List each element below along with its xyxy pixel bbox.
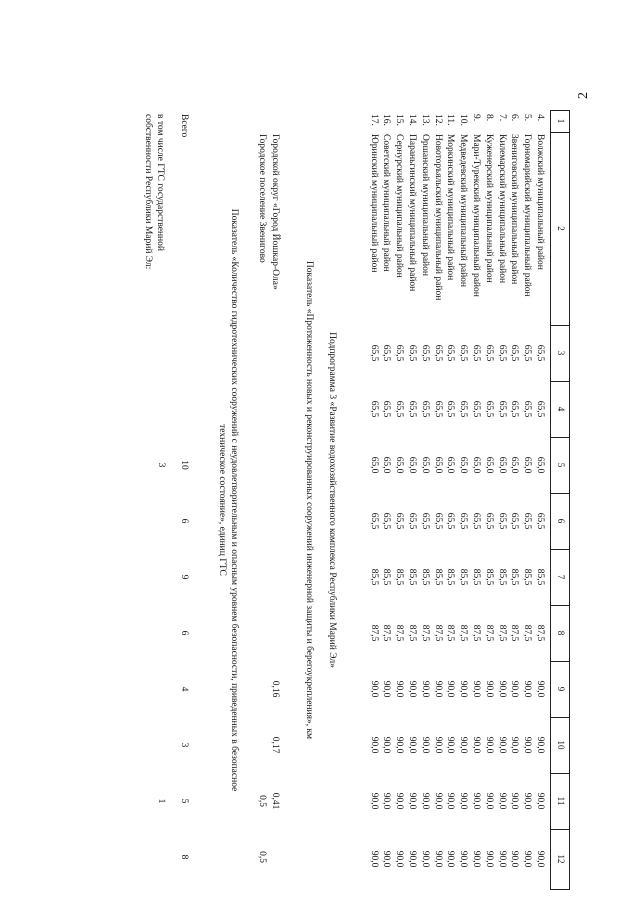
row-label: Юринский муниципальный район — [368, 134, 379, 273]
row-number: 6. — [509, 114, 520, 122]
value-cell: 65,5 — [522, 512, 533, 530]
row-label: Звениговский муниципальный район — [509, 134, 520, 285]
value-cell: 85,5 — [432, 568, 443, 586]
table-row — [177, 110, 190, 890]
value-cell: 90,0 — [471, 736, 481, 754]
value-cell: 90,0 — [458, 680, 469, 698]
value-cell: 65,5 — [419, 512, 430, 530]
row-label: Волжский муниципальный район — [535, 134, 545, 270]
value-cell: 65,5 — [368, 512, 379, 530]
value-cell: 65,5 — [535, 400, 545, 418]
subprogram-title: Подпрограмма 3 «Развитие водохозяйственного комплекса Республики Марий Эл» — [327, 332, 337, 668]
value-cell: 90,0 — [394, 736, 405, 754]
table-row — [469, 110, 482, 890]
value-cell: 65,5 — [432, 512, 443, 530]
value-cell: 65,0 — [483, 456, 494, 474]
value-cell: 65,5 — [432, 344, 443, 362]
value-cell: 65,5 — [368, 344, 379, 362]
row-number: 15. — [394, 114, 405, 126]
value-cell: 65,0 — [394, 456, 405, 474]
value-cell: 65,5 — [458, 400, 469, 418]
value-cell: 90,0 — [368, 792, 379, 810]
value-cell: 85,5 — [445, 568, 456, 586]
value-cell: 65,5 — [419, 344, 430, 362]
row-number: 7. — [496, 114, 507, 122]
row-label: Советский муниципальный район — [381, 134, 392, 272]
value-cell: 85,5 — [509, 568, 520, 586]
value-cell: 6 — [179, 630, 189, 636]
value-cell: 65,5 — [407, 400, 417, 418]
value-cell: 90,0 — [394, 680, 405, 698]
value-cell: 65,5 — [471, 512, 481, 530]
value-cell: 65,0 — [368, 456, 379, 474]
value-cell: 90,0 — [368, 736, 379, 754]
value-cell: 90,0 — [535, 792, 545, 810]
header-cell: 5 — [556, 462, 566, 468]
value-cell: 8 — [179, 854, 189, 860]
value-cell: 90,0 — [432, 850, 443, 868]
row-label: Медведевский муниципальный район — [458, 134, 469, 287]
row-label: Килемарский муниципальный район — [496, 134, 507, 284]
value-cell: 65,5 — [381, 400, 392, 418]
value-cell: 65,5 — [509, 344, 520, 362]
value-cell: 90,0 — [522, 736, 533, 754]
value-cell: 90,0 — [407, 680, 417, 698]
value-cell: 65,5 — [445, 400, 456, 418]
value-cell: 87,5 — [458, 624, 469, 642]
table-row — [495, 110, 508, 890]
value-cell: 65,5 — [483, 344, 494, 362]
row-label: Сернурский муниципальный район — [394, 134, 405, 278]
row-number: 14. — [407, 114, 417, 126]
row-number: 16. — [381, 114, 392, 126]
row-label: Всего — [179, 114, 189, 138]
value-cell: 65,0 — [496, 456, 507, 474]
value-cell: 5 — [179, 798, 189, 804]
value-cell: 87,5 — [381, 624, 392, 642]
row-number: 4. — [535, 114, 545, 122]
table-row — [520, 110, 533, 890]
value-cell: 65,5 — [445, 512, 456, 530]
value-cell: 90,0 — [419, 736, 430, 754]
value-cell: 87,5 — [445, 624, 456, 642]
row-label: Мари-Турекский муниципальный район — [471, 134, 481, 297]
row-number: 11. — [445, 114, 456, 126]
value-cell: 65,5 — [535, 512, 545, 530]
table-row — [392, 110, 405, 890]
value-cell: 85,5 — [381, 568, 392, 586]
table-row — [508, 110, 521, 890]
value-cell: 87,5 — [432, 624, 443, 642]
value-cell: 90,0 — [368, 680, 379, 698]
value-cell: 85,5 — [483, 568, 494, 586]
value-cell: 90,0 — [419, 792, 430, 810]
value-cell: 65,0 — [535, 456, 545, 474]
value-cell: 90,0 — [483, 736, 494, 754]
value-cell: 90,0 — [509, 850, 520, 868]
page-number: 2 — [576, 92, 591, 99]
table-row — [533, 110, 546, 890]
value-cell: 65,5 — [407, 512, 417, 530]
table-row — [456, 110, 469, 890]
value-cell: 65,5 — [432, 400, 443, 418]
value-cell: 90,0 — [394, 850, 405, 868]
value-cell: 65,5 — [509, 400, 520, 418]
value-cell: 90,0 — [535, 680, 545, 698]
value-cell: 65,5 — [483, 400, 494, 418]
value-cell: 90,0 — [458, 850, 469, 868]
value-cell: 90,0 — [381, 680, 392, 698]
value-cell: 65,5 — [496, 344, 507, 362]
header-cell: 4 — [556, 406, 566, 412]
value-cell: 85,5 — [458, 568, 469, 586]
value-cell: 90,0 — [522, 792, 533, 810]
value-cell: 65,0 — [407, 456, 417, 474]
value-cell: 65,5 — [496, 512, 507, 530]
header-cell: 6 — [556, 518, 566, 524]
row-number: 13. — [419, 114, 430, 126]
value-cell: 87,5 — [483, 624, 494, 642]
value-cell: 85,5 — [419, 568, 430, 586]
value-cell: 90,0 — [483, 680, 494, 698]
value-cell: 90,0 — [471, 850, 481, 868]
table-row — [255, 110, 268, 890]
row-label: в том числе ГТС государственной собственности Республики Марий Эл: — [143, 114, 165, 270]
value-cell: 90,0 — [509, 680, 520, 698]
value-cell: 90,0 — [471, 680, 481, 698]
value-cell: 87,5 — [407, 624, 417, 642]
value-cell: 9 — [179, 574, 189, 580]
value-cell: 90,0 — [496, 792, 507, 810]
row-number: 12. — [432, 114, 443, 126]
value-cell: 65,5 — [522, 344, 533, 362]
value-cell: 6 — [179, 518, 189, 524]
value-cell: 90,0 — [381, 736, 392, 754]
value-cell: 65,5 — [458, 512, 469, 530]
value-cell: 90,0 — [419, 850, 430, 868]
value-cell: 3 — [156, 462, 166, 468]
value-cell: 85,5 — [394, 568, 405, 586]
value-cell: 90,0 — [496, 850, 507, 868]
value-cell: 85,5 — [407, 568, 417, 586]
value-cell: 87,5 — [368, 624, 379, 642]
table-row — [431, 110, 444, 890]
table-row — [418, 110, 431, 890]
value-cell: 90,0 — [419, 680, 430, 698]
value-cell: 90,0 — [522, 680, 533, 698]
value-cell: 90,0 — [458, 792, 469, 810]
value-cell: 90,0 — [381, 850, 392, 868]
value-cell: 90,0 — [471, 792, 481, 810]
row-label: Куженерский муниципальный район — [483, 134, 494, 283]
value-cell: 65,0 — [419, 456, 430, 474]
value-cell: 85,5 — [496, 568, 507, 586]
value-cell: 90,0 — [445, 680, 456, 698]
value-cell: 65,5 — [394, 344, 405, 362]
row-label: Городской округ «Город Йошкар-Ола» — [270, 134, 280, 290]
value-cell: 4 — [179, 686, 189, 692]
value-cell: 90,0 — [535, 850, 545, 868]
value-cell: 65,5 — [535, 344, 545, 362]
row-label: Оршанский муниципальный район — [419, 134, 430, 276]
value-cell: 90,0 — [432, 680, 443, 698]
value-cell: 65,5 — [394, 512, 405, 530]
header-cell: 8 — [556, 630, 566, 636]
value-cell: 87,5 — [509, 624, 520, 642]
value-cell: 0,17 — [270, 736, 280, 754]
value-cell: 90,0 — [394, 792, 405, 810]
value-cell: 85,5 — [471, 568, 481, 586]
value-cell: 90,0 — [445, 792, 456, 810]
row-label: Городское поселение Звенигово — [257, 134, 267, 263]
row-label: Горномарийский муниципальный район — [522, 134, 533, 297]
value-cell: 85,5 — [535, 568, 545, 586]
value-cell: 90,0 — [445, 850, 456, 868]
value-cell: 65,5 — [381, 512, 392, 530]
row-number: 10. — [458, 114, 469, 126]
value-cell: 87,5 — [496, 624, 507, 642]
value-cell: 90,0 — [407, 736, 417, 754]
value-cell: 90,0 — [535, 736, 545, 754]
value-cell: 87,5 — [471, 624, 481, 642]
table-row — [482, 110, 495, 890]
table-row — [367, 110, 380, 890]
value-cell: 65,0 — [445, 456, 456, 474]
table-row — [444, 110, 457, 890]
value-cell: 90,0 — [509, 792, 520, 810]
value-cell: 65,5 — [471, 400, 481, 418]
table-row — [380, 110, 393, 890]
header-cell: 12 — [556, 854, 566, 864]
value-cell: 90,0 — [407, 850, 417, 868]
value-cell: 65,0 — [509, 456, 520, 474]
value-cell: 65,5 — [419, 400, 430, 418]
header-cell: 7 — [556, 574, 566, 580]
table-header — [551, 110, 570, 890]
row-label: Новоторъяльский муниципальный район — [432, 134, 443, 301]
header-cell: 2 — [556, 226, 566, 231]
value-cell: 90,0 — [445, 736, 456, 754]
header-cell: 1 — [556, 118, 566, 124]
value-cell: 3 — [179, 742, 189, 748]
value-cell: 90,0 — [509, 736, 520, 754]
value-cell: 65,5 — [522, 400, 533, 418]
value-cell: 65,5 — [445, 344, 456, 362]
value-cell: 87,5 — [419, 624, 430, 642]
value-cell: 65,0 — [522, 456, 533, 474]
row-number: 9. — [471, 114, 481, 122]
value-cell: 90,0 — [483, 850, 494, 868]
rotated-page-content — [100, 110, 570, 890]
value-cell: 0,41 — [270, 792, 280, 810]
value-cell: 65,5 — [381, 344, 392, 362]
row-label: Параньгинский муниципальный район — [407, 134, 417, 292]
table-row — [405, 110, 418, 890]
row-number: 17. — [368, 114, 379, 126]
indicator-title: Показатель «Количество гидротехнических сооружений с неудовлетворительным и опасным уровнем безопасности, приведенных в безопасное техническое состояние», единиц ГТС — [217, 208, 239, 792]
value-cell: 85,5 — [368, 568, 379, 586]
indicator-title: Показатель «Протяженность новых и реконструированных сооружений инженерной защиты и берегоукрепления», км — [304, 260, 314, 740]
value-cell: 90,0 — [432, 792, 443, 810]
header-cell: 9 — [556, 686, 566, 692]
table-row — [268, 110, 281, 890]
value-cell: 65,0 — [458, 456, 469, 474]
value-cell: 65,5 — [496, 400, 507, 418]
value-cell: 90,0 — [522, 850, 533, 868]
row-number: 8. — [483, 114, 494, 122]
value-cell: 65,5 — [368, 400, 379, 418]
value-cell: 65,5 — [509, 512, 520, 530]
value-cell: 65,0 — [432, 456, 443, 474]
row-label: Моркинский муниципальный район — [445, 134, 456, 281]
value-cell: 90,0 — [407, 792, 417, 810]
header-cell: 11 — [556, 796, 566, 806]
value-cell: 65,0 — [471, 456, 481, 474]
value-cell: 90,0 — [381, 792, 392, 810]
value-cell: 65,5 — [394, 400, 405, 418]
value-cell: 87,5 — [522, 624, 533, 642]
value-cell: 90,0 — [496, 736, 507, 754]
value-cell: 65,5 — [458, 344, 469, 362]
value-cell: 90,0 — [458, 736, 469, 754]
value-cell: 0,16 — [270, 680, 280, 698]
value-cell: 85,5 — [522, 568, 533, 586]
value-cell: 65,5 — [471, 344, 481, 362]
value-cell: 0,5 — [257, 851, 267, 863]
value-cell: 87,5 — [535, 624, 545, 642]
value-cell: 65,5 — [483, 512, 494, 530]
value-cell: 0,5 — [257, 795, 267, 807]
value-cell: 90,0 — [483, 792, 494, 810]
row-number: 5. — [522, 114, 533, 122]
header-cell: 3 — [556, 350, 566, 356]
header-cell: 10 — [556, 740, 566, 750]
value-cell: 90,0 — [368, 850, 379, 868]
value-cell: 90,0 — [432, 736, 443, 754]
value-cell: 90,0 — [496, 680, 507, 698]
value-cell: 10 — [179, 460, 189, 470]
value-cell: 87,5 — [394, 624, 405, 642]
value-cell: 65,0 — [381, 456, 392, 474]
value-cell: 1 — [156, 798, 166, 804]
value-cell: 65,5 — [407, 344, 417, 362]
